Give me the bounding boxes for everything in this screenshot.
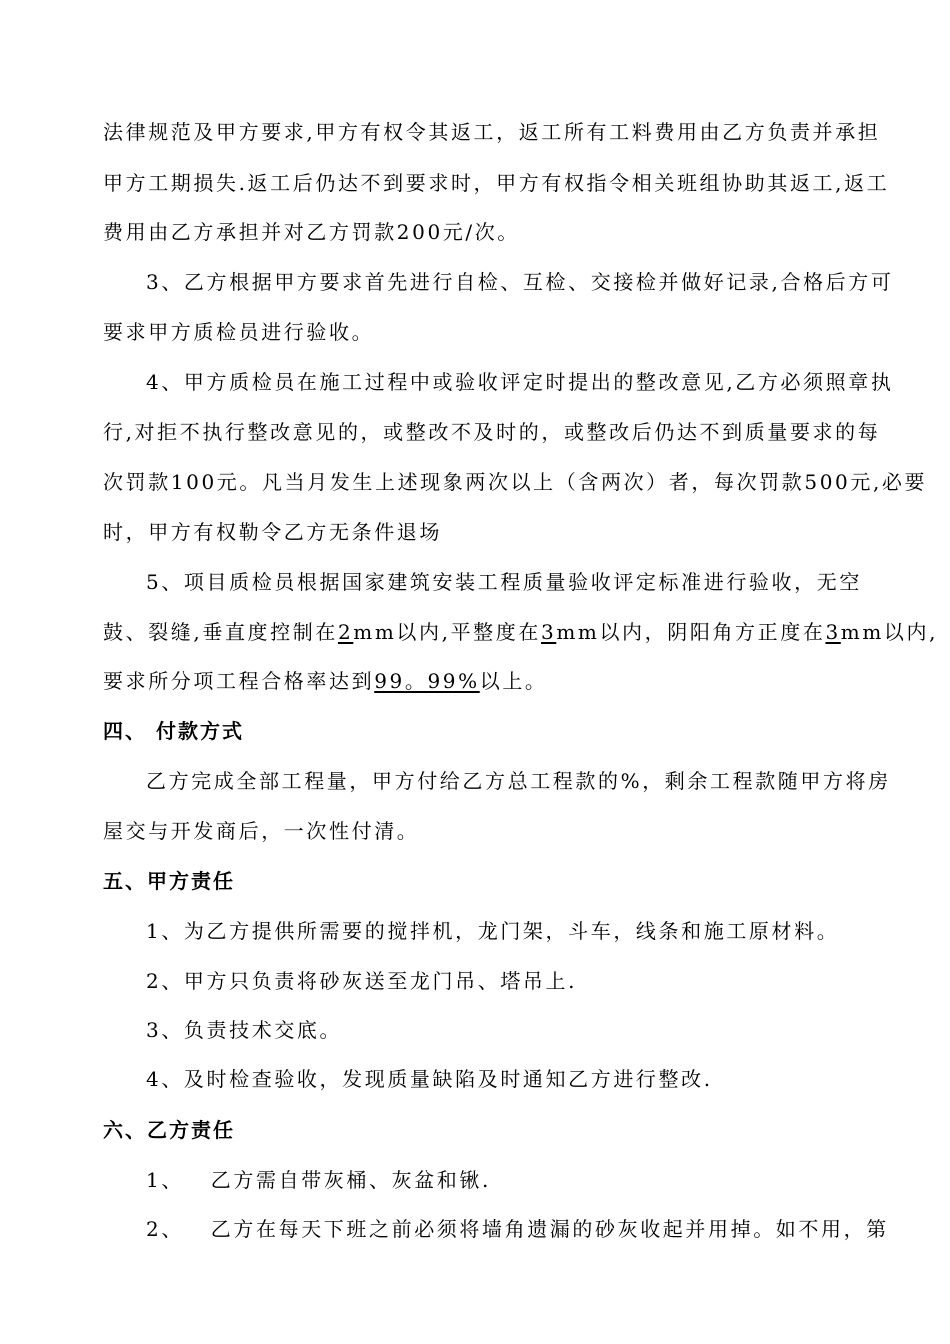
clause-5-line: 5、项目质检员根据国家建筑安装工程质量验收评定标准进行验收，无空	[146, 570, 862, 594]
text-segment: mm以内,	[840, 620, 939, 644]
clause-3-line: 3、乙方根据甲方要求首先进行自检、互检、交接检并做好记录,合格后方可	[146, 270, 894, 294]
body-text-line: 时，甲方有权勒令乙方无条件退场	[103, 520, 442, 544]
text-segment: mm以内,平整度在	[353, 620, 541, 644]
body-text-line: 要求甲方质检员进行验收。	[103, 320, 375, 344]
list-item: 3、负责技术交底。	[146, 1018, 343, 1042]
list-item: 2、 乙方在每天下班之前必须将墙角遗漏的砂灰收起并用掉。如不用，第	[146, 1217, 889, 1241]
body-text-line: 法律规范及甲方要求,甲方有权令其返工，返工所有工料费用由乙方负责并承担	[103, 120, 881, 144]
underlined-value: 3	[540, 620, 557, 644]
body-text-line: 乙方完成全部工程量，甲方付给乙方总工程款的%，剩余工程款随甲方将房	[146, 769, 891, 793]
clause-4-line: 4、甲方质检员在施工过程中或验收评定时提出的整改意见,乙方必须照章执	[146, 370, 894, 394]
body-text-line: 屋交与开发商后，一次性付清。	[103, 819, 420, 843]
body-text-line: 费用由乙方承担并对乙方罚款200元/次。	[103, 220, 520, 244]
section-heading-party-a: 五、甲方责任	[103, 869, 235, 893]
section-heading-party-b: 六、乙方责任	[103, 1118, 235, 1142]
body-text-line: 行,对拒不执行整改意见的，或整改不及时的，或整改后仍达不到质量要求的每	[103, 420, 881, 444]
body-text-line	[103, 617, 939, 647]
body-text-line: 次罚款100元。凡当月发生上述现象两次以上（含两次）者，每次罚款500元,必要	[103, 470, 928, 494]
text-segment: 要求所分项工程合格率达到	[103, 669, 375, 693]
body-text-line	[103, 666, 883, 696]
underlined-value: 2	[337, 620, 354, 644]
text-segment: mm以内，阴阳角方正度在	[556, 620, 826, 644]
list-item: 4、及时检查验收，发现质量缺陷及时通知乙方进行整改.	[146, 1067, 713, 1091]
section-heading-payment: 四、 付款方式	[103, 719, 244, 743]
list-item: 2、甲方只负责将砂灰送至龙门吊、塔吊上.	[146, 969, 578, 993]
underlined-value: 99。99%	[374, 669, 480, 693]
list-item: 1、为乙方提供所需要的搅拌机，龙门架，斗车，线条和施工原材料。	[146, 919, 840, 943]
text-segment: 鼓、裂缝,垂直度控制在	[103, 620, 338, 644]
list-item: 1、 乙方需自带灰桶、灰盆和锹.	[146, 1168, 491, 1192]
body-text-line: 甲方工期损失.返工后仍达不到要求时，甲方有权指令相关班组协助其返工,返工	[103, 171, 890, 195]
underlined-value: 3	[825, 620, 841, 644]
text-segment: 以上。	[479, 669, 548, 693]
